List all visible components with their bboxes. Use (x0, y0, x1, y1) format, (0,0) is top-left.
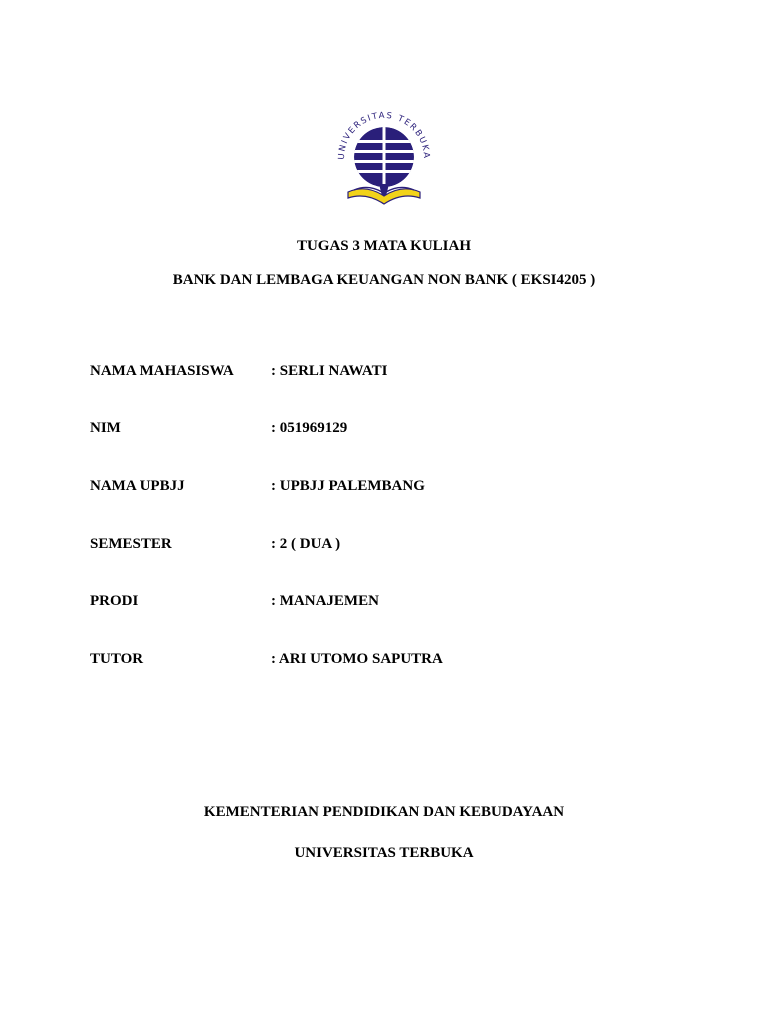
field-semester (90, 534, 690, 554)
field-label: TUTOR (90, 651, 144, 667)
logo-globe (350, 126, 418, 188)
field-prodi (90, 591, 690, 611)
logo-arc-textpath: UNIVERSITAS TERBUKA (336, 110, 432, 160)
field-upbjj (90, 476, 690, 496)
field-value: : ARI UTOMO SAPUTRA (271, 651, 443, 667)
field-nim (90, 418, 690, 438)
university-logo (320, 100, 448, 220)
field-value: : SERLI NAWATI (271, 363, 388, 379)
field-value: : 051969129 (271, 420, 348, 436)
field-value: : MANAJEMEN (271, 593, 379, 609)
ministry-name: KEMENTERIAN PENDIDIKAN DAN KEBUDAYAAN (203, 804, 565, 820)
field-label: NAMA UPBJJ (90, 478, 185, 494)
course-title: BANK DAN LEMBAGA KEUANGAN NON BANK ( EKSI4205 ) (172, 272, 596, 288)
field-label: PRODI (90, 593, 139, 609)
field-tutor (90, 649, 690, 669)
field-label: SEMESTER (90, 536, 172, 552)
field-label: NIM (90, 420, 121, 436)
assignment-title: TUGAS 3 MATA KULIAH (296, 238, 472, 254)
field-value: : 2 ( DUA ) (271, 536, 341, 552)
field-label: NAMA MAHASISWA (90, 363, 234, 379)
field-value: : UPBJJ PALEMBANG (271, 478, 425, 494)
field-student-name (90, 361, 690, 381)
university-logo-graphic (320, 100, 448, 220)
university-name: UNIVERSITAS TERBUKA (294, 845, 474, 861)
